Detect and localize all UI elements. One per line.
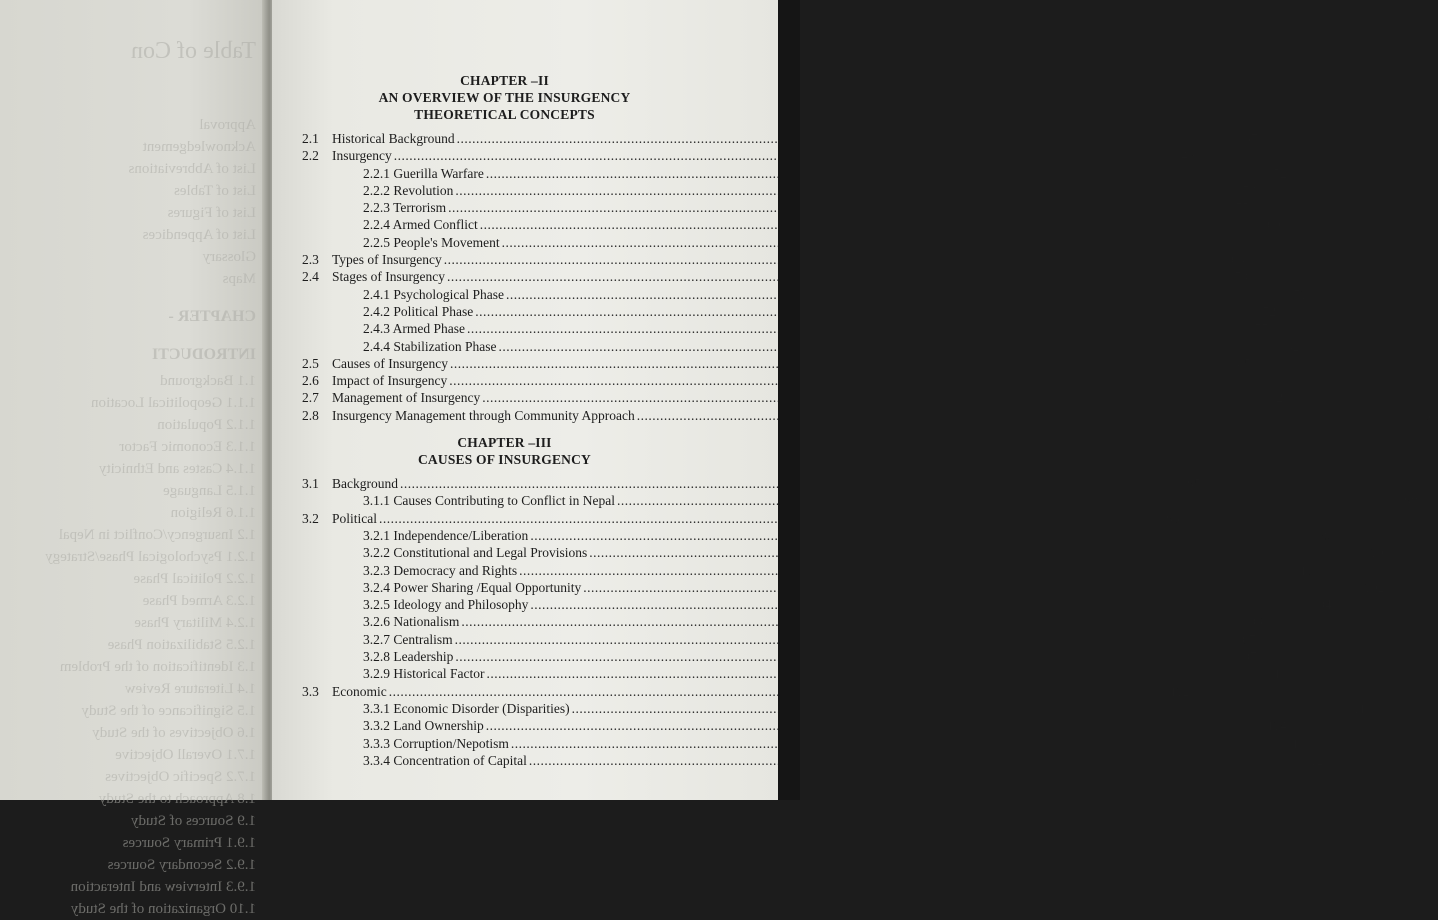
page-number: 113 bbox=[1352, 700, 1373, 716]
left-page bbox=[0, 0, 268, 917]
showthrough-line: List of Tables bbox=[174, 183, 256, 199]
toc-content bbox=[302, 72, 1438, 770]
page-number: 107 bbox=[1235, 631, 1256, 647]
chapter-2-subtitle-1: AN OVERVIEW OF THE INSURGENCY bbox=[378, 90, 631, 105]
page-number: 114 bbox=[1266, 718, 1287, 734]
dot-leader bbox=[449, 373, 1228, 389]
showthrough-line: 1.9.1 Primary Sources bbox=[122, 835, 256, 851]
toc-entry bbox=[302, 407, 1438, 425]
chapter-3-heading bbox=[302, 434, 707, 468]
showthrough-heading-1: CHAPTER - bbox=[168, 308, 256, 325]
dot-leader bbox=[455, 649, 1234, 665]
toc-entry bbox=[302, 286, 1307, 304]
section-title: 3.2.8 Leadership bbox=[363, 649, 454, 665]
toc-entry bbox=[302, 735, 1312, 753]
chapter-3-subtitle-1: CAUSES OF INSURGENCY bbox=[417, 452, 592, 468]
chapter-2-heading bbox=[302, 72, 707, 123]
showthrough-line: 1.9.2 Secondary Sources bbox=[107, 857, 256, 873]
showthrough-line: Maps bbox=[222, 271, 256, 287]
section-title: 3.2.7 Centralism bbox=[363, 631, 453, 647]
section-title: Political bbox=[332, 510, 377, 526]
dot-leader bbox=[519, 563, 1298, 579]
dot-leader bbox=[461, 614, 1240, 630]
section-title: 3.2.2 Constitutional and Legal Provisions bbox=[363, 545, 588, 561]
dot-leader bbox=[448, 200, 1227, 216]
page-number: 71 bbox=[1293, 286, 1307, 302]
page-number: 70 bbox=[1234, 269, 1248, 285]
page-number: 112 bbox=[1169, 683, 1190, 699]
dot-leader bbox=[480, 217, 1259, 233]
showthrough-line: 1.6 Objectives of the Study bbox=[92, 725, 256, 741]
section-number: 3.2 bbox=[302, 510, 319, 526]
dot-leader bbox=[511, 736, 1290, 752]
page-number: 82 bbox=[1285, 338, 1300, 354]
section-title: 3.2.5 Ideology and Philosophy bbox=[363, 597, 529, 613]
section-title: Economic bbox=[332, 683, 387, 699]
page-number: 121 bbox=[1309, 752, 1330, 768]
section-number: 2.4 bbox=[302, 269, 319, 285]
chapter-3-entries bbox=[302, 476, 1418, 770]
chapter-2-subtitle-2: THEORETICAL CONCEPTS bbox=[414, 107, 595, 122]
showthrough-line: 1.7.1 Overall Objective bbox=[115, 747, 256, 763]
dot-leader bbox=[617, 493, 1396, 509]
showthrough-line: 1.7.2 Specific Objectives bbox=[105, 769, 256, 785]
left-page-showthrough bbox=[6, 40, 256, 920]
dot-leader bbox=[450, 356, 1229, 372]
section-title: 2.4.2 Political Phase bbox=[363, 303, 474, 319]
toc-entry bbox=[302, 303, 1277, 321]
page-number: 77 bbox=[1254, 321, 1268, 337]
dot-leader bbox=[444, 252, 1223, 268]
page-number: 106 bbox=[1242, 614, 1263, 630]
section-title: 2.4.4 Stabilization Phase bbox=[363, 338, 497, 354]
toc-entry bbox=[302, 355, 1251, 373]
section-title: 2.2.3 Terrorism bbox=[363, 200, 447, 216]
dot-leader bbox=[589, 545, 1368, 561]
toc-entry bbox=[302, 527, 1332, 545]
dot-leader bbox=[530, 528, 1309, 544]
showthrough-line: 1.10 Organization of the Study bbox=[70, 901, 256, 917]
page-number: 72 bbox=[1262, 303, 1277, 319]
page-number: 101 bbox=[1299, 562, 1321, 578]
page-edge-shadow bbox=[778, 0, 800, 800]
dot-leader bbox=[467, 321, 1246, 337]
dot-leader bbox=[529, 753, 1308, 769]
toc-entry bbox=[302, 131, 1258, 148]
dot-leader bbox=[506, 287, 1285, 303]
dot-leader bbox=[502, 235, 1281, 251]
section-title: 3.2.9 Historical Factor bbox=[363, 666, 485, 682]
page-number: 98 bbox=[1404, 493, 1418, 509]
section-number: 3.3 bbox=[302, 683, 319, 699]
dot-leader bbox=[447, 269, 1226, 285]
dot-leader bbox=[455, 183, 1234, 199]
section-title: 2.2.5 People's Movement bbox=[363, 234, 500, 250]
section-title: 2.2.4 Armed Conflict bbox=[363, 217, 478, 233]
showthrough-heading-2: INTRODUCTI bbox=[151, 346, 256, 363]
toc-entry bbox=[302, 234, 1303, 252]
showthrough-line: 1.5 Significance of the Study bbox=[81, 703, 256, 719]
toc-entry bbox=[302, 148, 1195, 165]
dot-leader bbox=[486, 718, 1265, 734]
page-number: 92 bbox=[1269, 390, 1284, 406]
page-number: 37 bbox=[1243, 131, 1258, 146]
toc-entry bbox=[302, 493, 1418, 510]
toc-entry bbox=[302, 631, 1256, 649]
section-title: 3.3.1 Economic Disorder (Disparities) bbox=[363, 700, 570, 716]
section-title: 2.4.3 Armed Phase bbox=[363, 321, 465, 337]
dot-leader bbox=[379, 511, 1158, 527]
section-title: 3.3.3 Corruption/Nepotism bbox=[363, 735, 509, 751]
toc-entry bbox=[302, 718, 1287, 735]
toc-entry bbox=[302, 666, 1288, 683]
page-number: 99 bbox=[1317, 527, 1332, 543]
dot-leader bbox=[455, 632, 1234, 648]
page-number: 85 bbox=[1237, 355, 1251, 371]
toc-entry bbox=[302, 269, 1248, 286]
section-number: 2.6 bbox=[302, 373, 319, 389]
toc-entry bbox=[302, 252, 1245, 269]
showthrough-line: 1.2.5 Stabilization Phase bbox=[107, 637, 256, 653]
dot-leader bbox=[482, 390, 1261, 406]
page-number: 93 bbox=[1424, 407, 1438, 423]
dot-leader bbox=[486, 666, 1265, 682]
toc-entry bbox=[302, 545, 1391, 562]
dot-leader bbox=[475, 304, 1254, 320]
toc-entry bbox=[302, 338, 1300, 356]
page-number: 116 bbox=[1292, 735, 1312, 751]
dot-leader bbox=[637, 408, 1416, 424]
section-number: 3.1 bbox=[302, 476, 319, 492]
right-page bbox=[272, 0, 1438, 800]
showthrough-line: List of Abbreviations bbox=[128, 161, 256, 177]
toc-entry bbox=[302, 217, 1281, 234]
section-title: 3.3.4 Concentration of Capital bbox=[363, 752, 527, 768]
showthrough-line: Acknowledgement bbox=[142, 139, 256, 155]
toc-entry bbox=[302, 373, 1251, 390]
toc-entry bbox=[302, 321, 1268, 338]
showthrough-line: 1.2.3 Armed Phase bbox=[142, 593, 256, 609]
section-number: 2.1 bbox=[302, 131, 319, 146]
toc-entry bbox=[302, 649, 1257, 666]
showthrough-line: List of Appendices bbox=[142, 227, 256, 243]
showthrough-line: List of Figures bbox=[167, 205, 256, 221]
page-number: 99 bbox=[1166, 510, 1180, 526]
section-title: Causes of Insurgency bbox=[332, 355, 448, 371]
page-number: 91 bbox=[1236, 373, 1251, 389]
section-number: 2.7 bbox=[302, 390, 319, 406]
section-title: Stages of Insurgency bbox=[332, 269, 445, 285]
dot-leader bbox=[486, 166, 1265, 182]
section-title: Impact of Insurgency bbox=[332, 373, 448, 389]
section-title: 3.2.4 Power Sharing /Equal Opportunity bbox=[363, 579, 582, 595]
toc-entry bbox=[302, 165, 1287, 183]
toc-entry bbox=[302, 683, 1190, 701]
showthrough-line: Approval bbox=[199, 117, 256, 133]
section-title: 2.2.1 Guerilla Warfare bbox=[363, 165, 484, 181]
toc-entry bbox=[302, 597, 1332, 614]
toc-entry bbox=[302, 752, 1330, 770]
section-title: Types of Insurgency bbox=[332, 252, 442, 268]
section-title: 3.2.3 Democracy and Rights bbox=[363, 562, 518, 578]
dot-leader bbox=[498, 339, 1277, 355]
page-number: 104 bbox=[1311, 597, 1332, 613]
page-number: 102 bbox=[1364, 579, 1385, 595]
section-title: 2.2.2 Revolution bbox=[363, 182, 454, 198]
showthrough-line: 1.2.2 Political Phase bbox=[133, 571, 256, 587]
showthrough-line: 1.2.4 Military Phase bbox=[134, 615, 256, 631]
page-number: 49 bbox=[1181, 148, 1195, 164]
showthrough-line: 1.1.1 Geopolitical Location bbox=[91, 395, 256, 411]
section-title: 3.2.6 Nationalism bbox=[363, 614, 460, 630]
showthrough-line: 1.1.5 Language bbox=[163, 483, 256, 499]
chapter-2-entries bbox=[302, 131, 1438, 425]
showthrough-line: 1.9.3 Interview and Interaction bbox=[70, 879, 256, 895]
section-number: 2.3 bbox=[302, 252, 319, 268]
page-number: 52 bbox=[1273, 165, 1287, 181]
section-number: 2.8 bbox=[302, 407, 319, 423]
showthrough-line: 1.4 Literature Review bbox=[124, 681, 256, 697]
toc-entry bbox=[302, 614, 1263, 631]
showthrough-line: Glossary bbox=[202, 249, 256, 265]
section-title: Insurgency bbox=[332, 148, 392, 164]
toc-entry bbox=[302, 579, 1385, 597]
dot-leader bbox=[572, 701, 1351, 717]
section-title: Management of Insurgency bbox=[332, 390, 481, 406]
showthrough-line: 1.2 Insurgency/Conflict in Nepal bbox=[58, 527, 256, 543]
page-number: 55 bbox=[1235, 200, 1250, 216]
section-title: Insurgency Management through Community Approach bbox=[332, 407, 635, 423]
section-title: 2.4.1 Psychological Phase bbox=[363, 286, 504, 302]
toc-entry bbox=[302, 390, 1284, 407]
page-number: 107 bbox=[1236, 649, 1257, 665]
page-number: 95 bbox=[1187, 476, 1201, 492]
section-title: Background bbox=[332, 476, 398, 492]
toc-entry bbox=[302, 182, 1257, 200]
section-title: Historical Background bbox=[332, 131, 455, 146]
section-number: 2.2 bbox=[302, 148, 319, 164]
showthrough-title: Table of Con bbox=[131, 38, 256, 64]
showthrough-line: 1.1.4 Castes and Ethnicity bbox=[98, 461, 256, 477]
section-title: 3.2.1 Independence/Liberation bbox=[363, 527, 529, 543]
showthrough-line: 1.1.2 Population bbox=[157, 417, 256, 433]
toc-entry bbox=[302, 700, 1373, 718]
toc-entry bbox=[302, 200, 1250, 217]
chapter-3-title: CHAPTER –III bbox=[457, 435, 552, 451]
page-number: 63 bbox=[1289, 234, 1303, 250]
showthrough-line: 1.2.1 Psychological Phase/Strategy bbox=[45, 549, 256, 565]
page-number: 68 bbox=[1231, 252, 1245, 268]
showthrough-line: 1.8 Approach to the Study bbox=[98, 791, 256, 807]
chapter-2-title: CHAPTER –II bbox=[460, 73, 549, 88]
showthrough-line: 1.9 Sources of Study bbox=[131, 813, 256, 829]
showthrough-line: 1.3 Identification of the Problem bbox=[59, 659, 256, 675]
toc-entry bbox=[302, 510, 1180, 528]
toc-entry bbox=[302, 562, 1321, 580]
toc-entry bbox=[302, 476, 1201, 493]
dot-leader bbox=[530, 597, 1309, 613]
showthrough-front-matter bbox=[6, 114, 256, 290]
page-number: 60 bbox=[1267, 217, 1281, 233]
section-number: 2.5 bbox=[302, 355, 319, 371]
showthrough-line: 1.1.6 Religion bbox=[170, 505, 256, 521]
showthrough-line: 1.1 Background bbox=[160, 373, 256, 389]
page-number: 53 bbox=[1242, 182, 1257, 198]
section-title: 3.3.2 Land Ownership bbox=[363, 718, 484, 734]
showthrough-line: 1.1.3 Economic Factor bbox=[119, 439, 256, 455]
showthrough-chapter1-list bbox=[6, 370, 256, 920]
page-number: 110 bbox=[1267, 666, 1288, 682]
section-title: 3.1.1 Causes Contributing to Conflict in Nepal bbox=[363, 493, 615, 509]
dot-leader bbox=[583, 580, 1362, 596]
dot-leader bbox=[457, 131, 1236, 147]
page-number: 100 bbox=[1370, 545, 1391, 561]
